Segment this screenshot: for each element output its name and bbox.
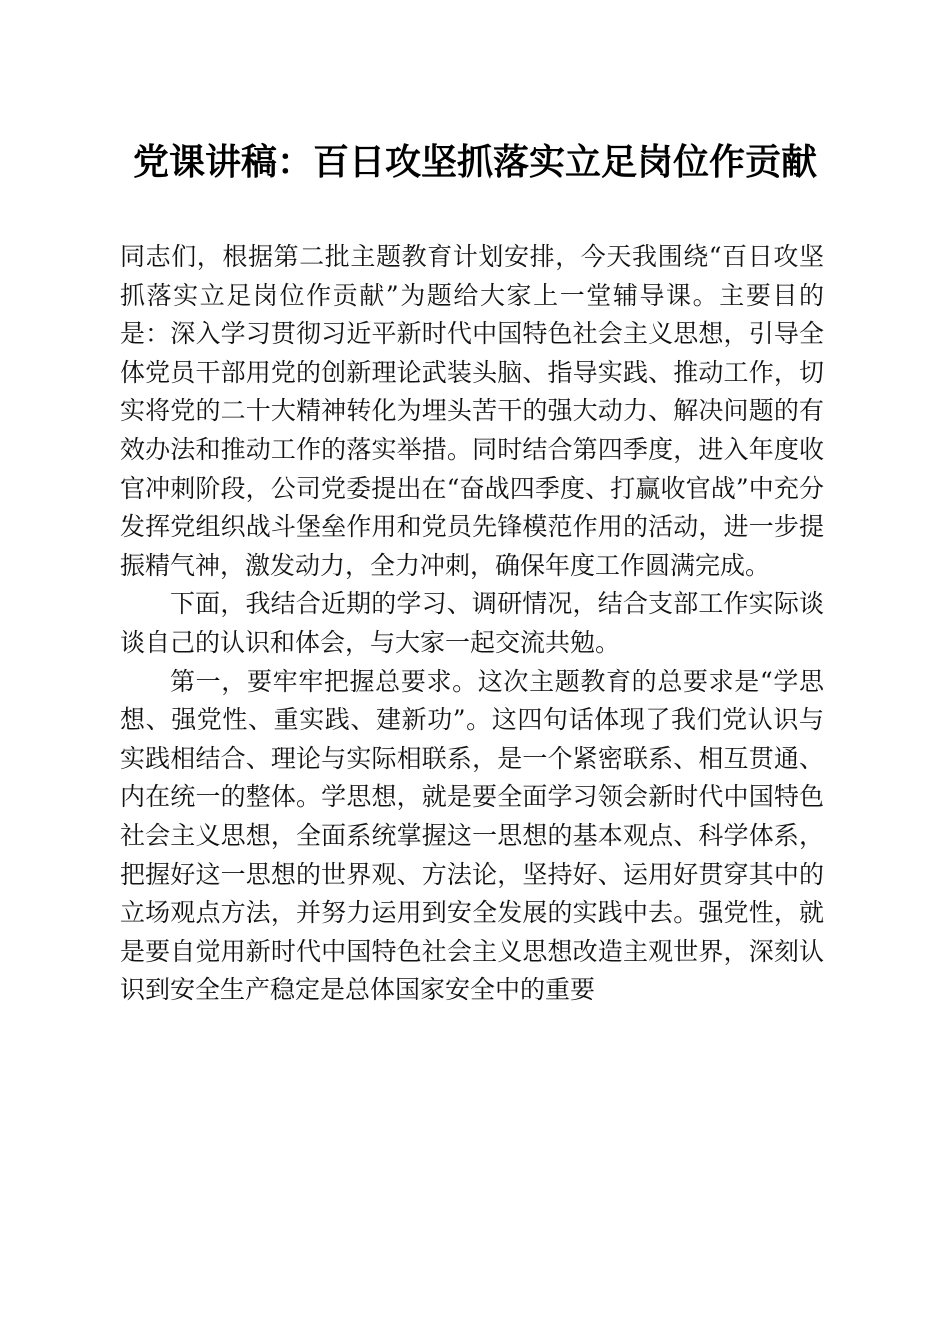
paragraph-opening: 同志们，根据第二批主题教育计划安排，今天我围绕“百日攻坚抓落实立足岗位作贡献”为题给大家上一堂辅导课。主要目的是：深入学习贯彻习近平新时代中国特色社会主义思想，引导全体党员干部用党的创新理论武装头脑、指导实践、推动工作，切实将党的二十大精神转化为埋头苦干的强大动力、解决问题的有效办法和推动工作的落实举措。同时结合第四季度，进入年度收官冲刺阶段，公司党委提出在“奋战四季度、打赢收官战”中充分发挥党组织战斗堡垒作用和党员先锋模范作用的活动，进一步提振精气神，激发动力，全力冲刺，确保年度工作圆满完成。: [120, 242, 824, 580]
paragraph-intro: 下面，我结合近期的学习、调研情况，结合支部工作实际谈谈自己的认识和体会，与大家一起交流共勉。: [120, 589, 824, 657]
section-one-text: 这次主题教育的总要求是“学思想、强党性、重实践、建新功”。这四句话体现了我们党认识与实践相结合、理论与实际相联系，是一个紧密联系、相互贯通、内在统一的整体。学思想，就是要全面学习领会新时代中国特色社会主义思想，全面系统掌握这一思想的基本观点、科学体系，把握好这一思想的世界观、方法论，坚持好、运用好贯穿其中的立场观点方法，并努力运用到安全发展的实践中去。强党性，就是要自觉用新时代中国特色社会主义思想改造主观世界，深刻认识到安全生产稳定是总体国家安全中的重要: [120, 666, 824, 1005]
document-body: [120, 238, 824, 1010]
document-title: 党课讲稿：百日攻坚抓落实立足岗位作贡献: [132, 141, 817, 183]
section-one-heading: 第一，要牢牢把握总要求。: [170, 666, 478, 696]
paragraph-section-one: [120, 663, 824, 1010]
